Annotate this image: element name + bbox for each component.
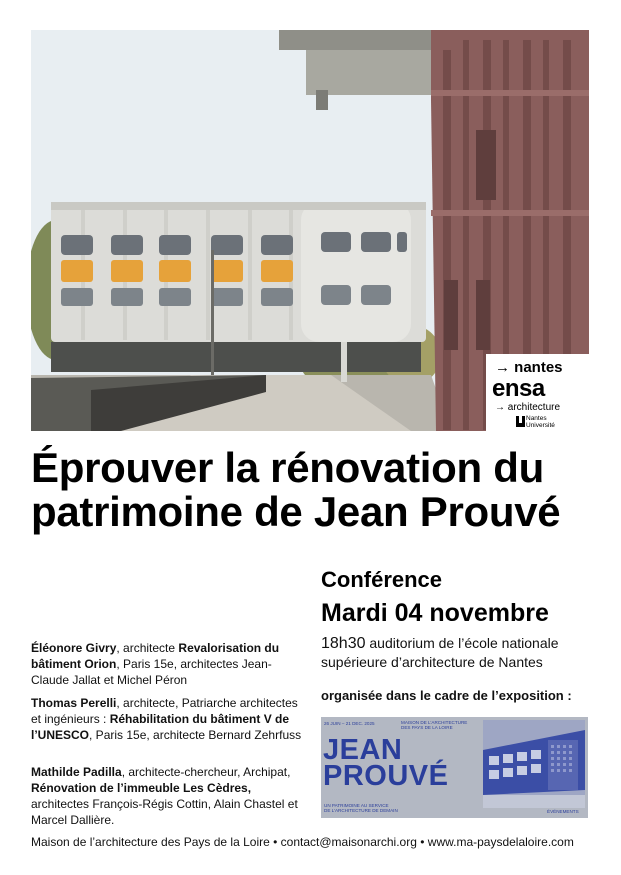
conference-place: auditorium de l’école nationale supérieure d’architecture de Nantes [321,635,559,670]
speaker-role: , architecte, Patriarche architectes et ingénieurs : [31,696,298,726]
speaker-role: , architecte [116,641,179,655]
poster-building-image [483,720,585,808]
logo-universite-text: Nantes Université [526,415,555,429]
speaker-name: Mathilde Padilla [31,765,122,779]
poster-venue: MAISON DE L’ARCHITECTURE DES PAYS DE LA LOIRE [401,720,468,731]
speaker-name: Thomas Perelli [31,696,117,710]
poster-subtitle: UN PATRIMOINE AU SERVICE DE L’ARCHITECTURE DE DEMAIN [324,803,398,814]
speaker-project: Rénovation de l’immeuble Les Cèdres, [31,781,252,795]
speaker-project: Réhabilitation du bâtiment V de l’UNESCO [31,712,290,742]
logo-architecture-text: → architecture [495,402,561,413]
nantes-universite-icon [516,416,525,427]
logo-ensa-text: ensa [492,375,545,402]
poster-title-line1: JEAN [323,734,403,766]
footer-contact: Maison de l’architecture des Pays de la Loire • contact@maisonarchi.org • www.ma-paysdelaloire.com [31,835,574,849]
conference-venue [321,634,596,672]
poster-dates: 26 JUIN – 21 DEC. 2025 [324,721,375,726]
speaker-entry [31,695,306,743]
exhibition-poster [321,717,588,818]
speaker-role: , architecte-chercheur, Archipat, [121,765,291,779]
speaker-entry [31,640,306,688]
poster-tag: ÉVÉNEMENTS [547,809,579,814]
speaker-details: , Paris 15e, architectes Jean-Claude Jallat et Michel Péron [31,657,272,687]
speaker-details: , Paris 15e, architecte Bernard Zehrfuss [89,728,302,742]
speaker-entry [31,764,306,828]
speaker-details: architectes François-Régis Cottin, Alain Chastel et Marcel Dallière. [31,797,298,827]
conference-time: 18h30 [321,635,366,652]
page-title: Éprouver la rénovation du patrimoine de Jean Prouvé [31,444,561,535]
exhibition-note: organisée dans le cadre de l’exposition : [321,688,572,703]
speaker-project: Revalorisation du bâtiment Orion [31,641,280,671]
conference-label: Conférence [321,567,443,592]
conference-date: Mardi 04 novembre [321,599,549,627]
poster-title-line2: PROUVÉ [323,760,449,792]
ensa-nantes-logo [486,354,589,431]
speaker-name: Éléonore Givry [31,641,117,655]
logo-nantes-text: → nantes [495,359,563,376]
